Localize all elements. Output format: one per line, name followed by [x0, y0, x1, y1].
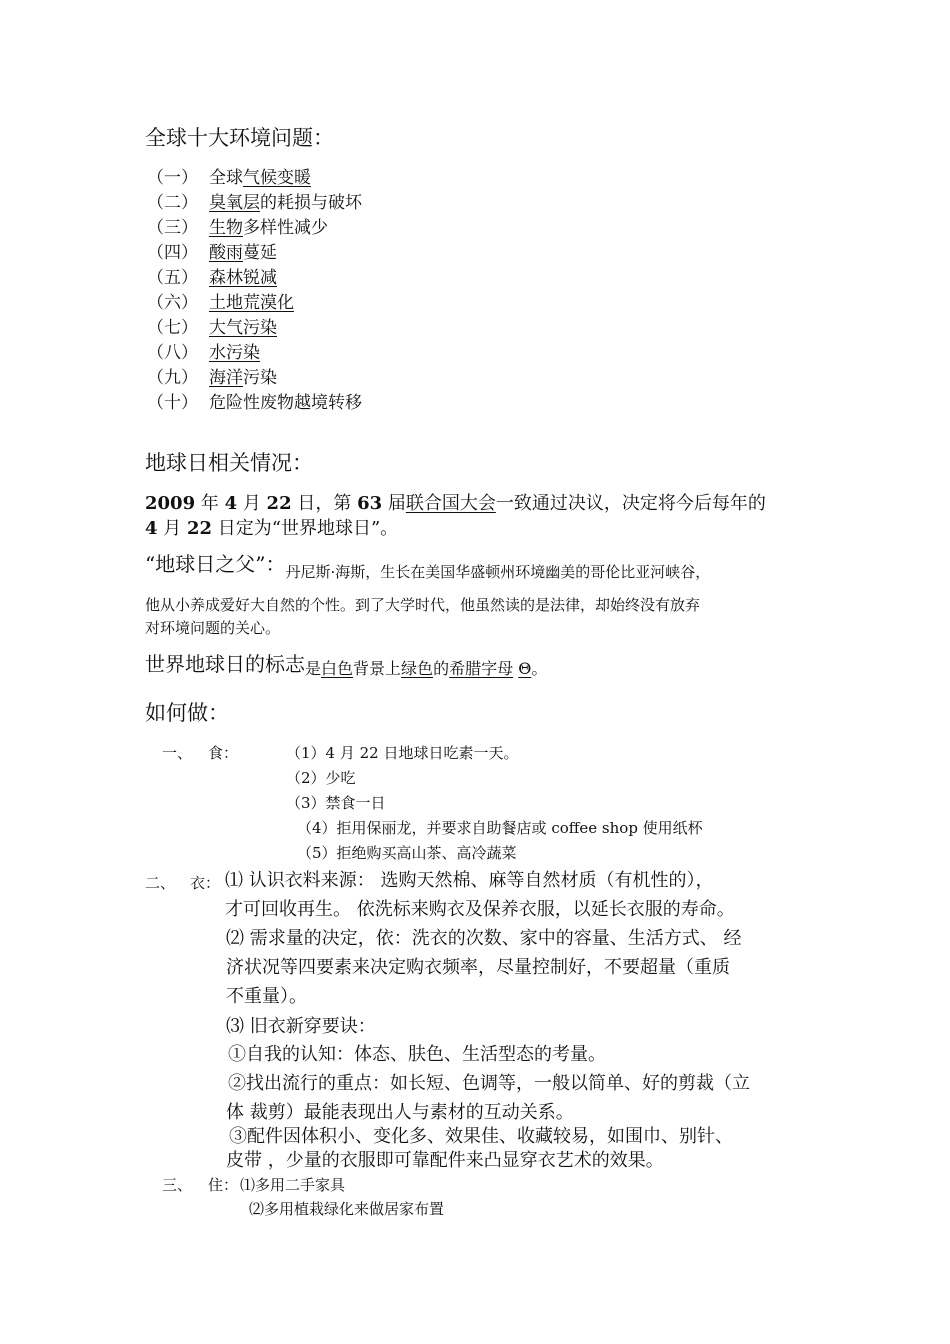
clothing-line: 不重量）。: [226, 986, 307, 1007]
father-text-line2: 他从小养成爱好大自然的个性。到了大学时代，他虽然读的是法律，却始终没有放弃: [145, 596, 701, 614]
food-label: 食：: [208, 744, 239, 762]
issue-item: [147, 338, 260, 363]
issue-link[interactable]: 水污染: [209, 343, 260, 363]
clothing-line: 皮带 ，少量的衣服即可靠配件来凸显穿衣艺术的效果。: [226, 1150, 664, 1171]
issue-number: （四）: [147, 243, 198, 263]
living-item: ⑴多用二手家具: [240, 1176, 346, 1194]
issue-item: [147, 388, 362, 413]
issue-text: 多样性减少: [243, 218, 328, 238]
issue-item: [147, 263, 277, 288]
issue-number: （二）: [147, 193, 198, 213]
clothing-line: 才可回收再生。 依洗标来购衣及保养衣服，以延长衣服的寿命。: [225, 899, 735, 920]
issue-number: （三）: [147, 218, 198, 238]
text: 日，第: [291, 493, 358, 514]
text: 。: [531, 659, 548, 678]
issue-item: [147, 363, 277, 388]
issue-link[interactable]: 臭氧层: [209, 193, 260, 213]
text: 届: [382, 493, 406, 514]
earth-day-logo-line: [145, 648, 547, 677]
living-label: 住：: [208, 1176, 239, 1194]
un-general-assembly-link[interactable]: 联合国大会: [405, 493, 496, 514]
clothing-line: ①自我的认知：体态、肤色、生活型态的考量。: [228, 1044, 606, 1065]
father-text: 丹尼斯·海斯，生长在美国华盛顿州环境幽美的哥伦比亚河峡谷，: [285, 563, 711, 581]
food-item: （2）少吃: [286, 769, 356, 787]
clothing-number: 二、: [145, 874, 176, 892]
year-value: 2009: [145, 493, 196, 514]
day-value: 22: [186, 518, 213, 539]
food-item: （4）拒用保丽龙，并要求自助餐店或 coffee shop 使用纸杯: [297, 819, 703, 837]
month-value: 4: [224, 493, 238, 514]
issue-link[interactable]: 海洋: [209, 368, 243, 388]
issue-number: （一）: [147, 168, 198, 188]
text: 年: [195, 493, 225, 514]
text: 一致通过决议，决定将今后每年的: [495, 493, 766, 514]
section-heading-environment: 全球十大环境问题：: [145, 126, 334, 150]
green-link[interactable]: 绿色: [401, 659, 434, 678]
clothing-line: ⑶ 旧衣新穿要诀：: [226, 1016, 376, 1037]
father-text-line3: 对环境问题的关心。: [145, 619, 281, 637]
white-link[interactable]: 白色: [321, 659, 354, 678]
food-item: （3）禁食一日: [286, 794, 386, 812]
earth-day-paragraph-line2: [145, 514, 398, 540]
issue-text: 污染: [243, 368, 277, 388]
section-heading-earth-day: 地球日相关情况：: [145, 451, 313, 475]
issue-link[interactable]: 气候变暖: [243, 168, 311, 188]
food-number: 一、: [162, 744, 193, 762]
issue-item: [147, 213, 328, 238]
issue-link[interactable]: 土地荒漠化: [209, 293, 294, 313]
text: 月: [157, 518, 187, 539]
clothing-line: 体 裁剪）最能表现出人与素材的互动关系。: [226, 1102, 574, 1123]
month-value: 4: [145, 518, 158, 539]
issue-number: （六）: [147, 293, 198, 313]
living-number: 三、: [162, 1176, 193, 1194]
issue-link[interactable]: 森林锐减: [209, 268, 277, 288]
issue-text: 全球: [209, 168, 243, 188]
clothing-label: 衣：: [190, 874, 221, 892]
earth-day-paragraph-line1: [145, 489, 766, 515]
issue-link[interactable]: 大气污染: [209, 318, 277, 338]
section-heading-how-to: 如何做：: [145, 701, 229, 725]
issue-item: [147, 288, 294, 313]
clothing-line: ⑵ 需求量的决定，依：洗衣的次数、家中的容量、生活方式、 经: [226, 928, 742, 949]
day-value: 22: [266, 493, 292, 514]
clothing-line: 济状况等四要素来决定购衣频率，尽量控制好，不要超量（重质: [226, 957, 730, 978]
clothing-line: ③配件因体积小、变化多、效果佳、收藏较易，如围巾、别针、: [229, 1126, 733, 1147]
food-item: （1）4 月 22 日地球日吃素一天。: [286, 744, 519, 762]
living-item: ⑵多用植栽绿化来做居家布置: [249, 1200, 445, 1218]
issue-number: （十）: [147, 393, 198, 413]
issue-text: 危险性废物越境转移: [209, 393, 362, 413]
issue-item: [147, 313, 277, 338]
text: 日定为“世界地球日”。: [212, 518, 399, 539]
father-label: “地球日之父”：: [145, 552, 286, 576]
session-number: 63: [357, 493, 383, 514]
issue-number: （七）: [147, 318, 198, 338]
issue-number: （五）: [147, 268, 198, 288]
father-of-earth-day-line: [145, 548, 711, 581]
issue-text: 的耗损与破坏: [260, 193, 362, 213]
issue-item: [147, 188, 362, 213]
text: 月: [237, 493, 267, 514]
text: 的: [433, 659, 450, 678]
issue-number: （九）: [147, 368, 198, 388]
issue-link[interactable]: 酸雨: [209, 243, 243, 263]
issue-number: （八）: [147, 343, 198, 363]
food-item: （5）拒绝购买高山茶、高冷蔬菜: [297, 844, 517, 862]
clothing-line: ⑴ 认识衣料来源： 选购天然棉、麻等自然材质（有机性的），: [225, 870, 714, 891]
text: 是: [305, 659, 322, 678]
greek-letter-link[interactable]: 希腊字母: [449, 659, 514, 678]
issue-text: 蔓延: [243, 243, 277, 263]
text: 背景上: [353, 659, 402, 678]
theta-symbol[interactable]: Θ: [518, 659, 532, 678]
logo-label: 世界地球日的标志: [145, 652, 305, 676]
clothing-line: ②找出流行的重点：如长短、色调等，一般以简单、好的剪裁（立: [228, 1073, 750, 1094]
issue-item: [147, 238, 277, 263]
issue-item: [147, 163, 311, 188]
issue-link[interactable]: 生物: [209, 218, 243, 238]
